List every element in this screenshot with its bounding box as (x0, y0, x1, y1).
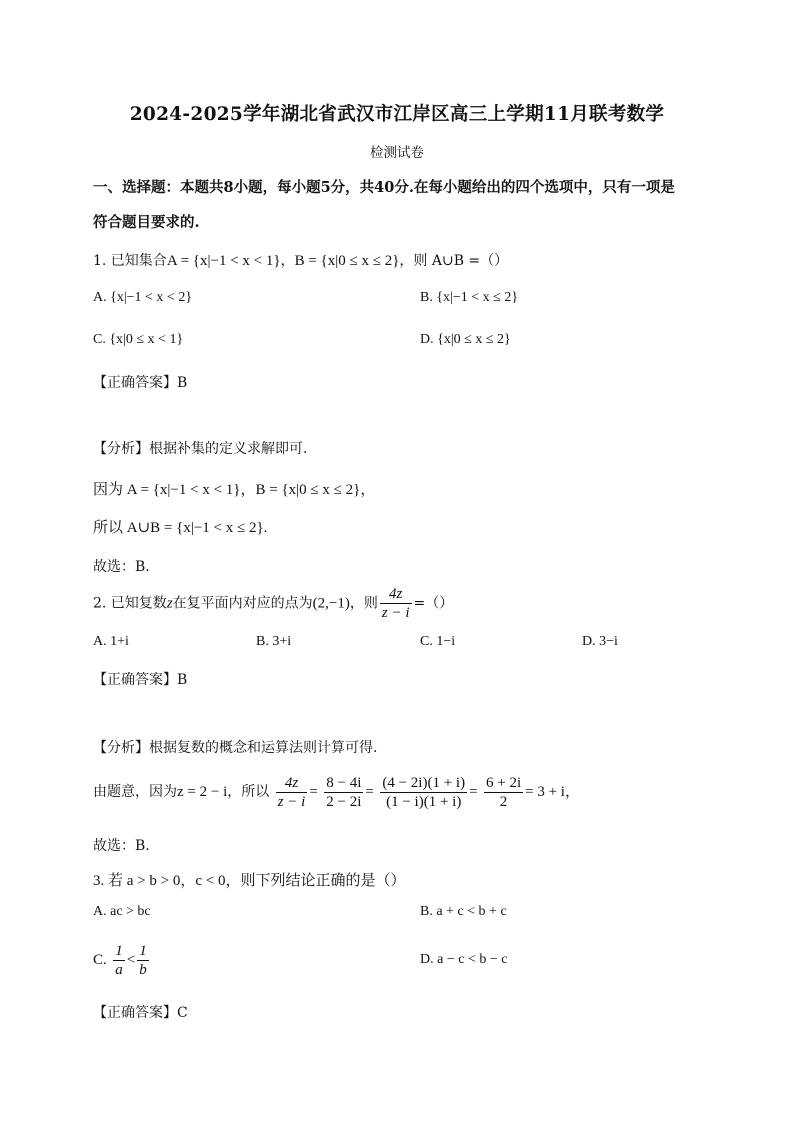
calc-fraction-2: $\frac{8 - 4i}{2 - 2i}$ (326, 774, 362, 810)
question-1-analysis: 【分析】根据补集的定义求解即可. (93, 441, 308, 457)
question-2-option-c: C. 1−i (420, 634, 456, 649)
calc-fraction-1: $\frac{4z}{z - i}$ (277, 774, 306, 810)
question-2-fraction: $\frac{4z}{z - i}$ (381, 586, 410, 621)
page-title: 2024-2025学年湖北省武汉市江岸区高三上学期11月联考数学 (129, 104, 665, 125)
question-2-option-d: D. 3−i (582, 634, 618, 649)
question-3-option-b: B. a + c < b + c (420, 904, 507, 919)
question-3-option-d: D. a − c < b − c (420, 952, 508, 967)
question-1-stem: 1. 已知集合A = {x|−1 < x < 1}，B = {x|0 ≤ x ≤ 2}，则 A∪B =（） (93, 253, 509, 269)
question-2-answer: 【正确答案】B (93, 672, 188, 688)
question-1-option-a: A. {x|−1 < x < 2} (93, 290, 193, 305)
question-2-option-a: A. 1+i (93, 634, 129, 649)
question-2-choose: 故选：B. (93, 838, 150, 854)
calc-fraction-4: $\frac{6 + 2i}{2}$ (485, 774, 522, 810)
question-3-option-a: A. ac > bc (93, 904, 151, 919)
question-2-analysis: 【分析】根据复数的概念和运算法则计算可得. (93, 740, 378, 756)
question-1-option-c: C. {x|0 ≤ x < 1} (93, 332, 184, 347)
page-subtitle: 检测试卷 (370, 145, 424, 161)
question-1-step-1: 因为 A = {x|−1 < x < 1}，B = {x|0 ≤ x ≤ 2}， (93, 482, 376, 498)
question-1-option-b: B. {x|−1 < x ≤ 2} (420, 290, 519, 305)
question-3-answer: 【正确答案】C (93, 1005, 188, 1021)
question-2-calculation: 由题意，因为z = 2 − i，所以 $\frac{4z}{z - i}$ = $\frac{8 - 4i}{2 - 2i}$ = $\frac{(4 - 2i)(1 + i)}{(1 - i)(1 + i)}$ = $\frac{6 + 2i}{2}$ = 3 + i， (93, 774, 580, 810)
calc-fraction-3: $\frac{(4 - 2i)(1 + i)}{(1 - i)(1 + i)}$ (382, 774, 466, 810)
question-1-step-2: 所以 A∪B = {x|−1 < x ≤ 2}. (93, 520, 268, 536)
option-c-fraction-2: $\frac{1}{b}$ (139, 942, 147, 978)
question-3-option-c: C. $\frac{1}{a}$ < $\frac{1}{b}$ (93, 942, 147, 978)
question-2-stem: 2. 已知复数z在复平面内对应的点为(2,−1)，则 $\frac{4z}{z - i}$ =（） (93, 586, 454, 621)
question-1-option-d: D. {x|0 ≤ x ≤ 2} (420, 332, 511, 347)
question-1-choose: 故选：B. (93, 559, 150, 575)
question-2-option-b: B. 3+i (256, 634, 292, 649)
question-1-answer: 【正确答案】B (93, 375, 188, 391)
section-heading-line1: 一、选择题：本题共8小题，每小题5分，共40分.在每小题给出的四个选项中，只有一项是 (93, 179, 675, 196)
section-heading-line2: 符合题目要求的. (93, 214, 200, 231)
option-c-fraction-1: $\frac{1}{a}$ (115, 942, 123, 978)
question-3-stem: 3. 若 a > b > 0，c < 0，则下列结论正确的是（） (93, 873, 406, 889)
